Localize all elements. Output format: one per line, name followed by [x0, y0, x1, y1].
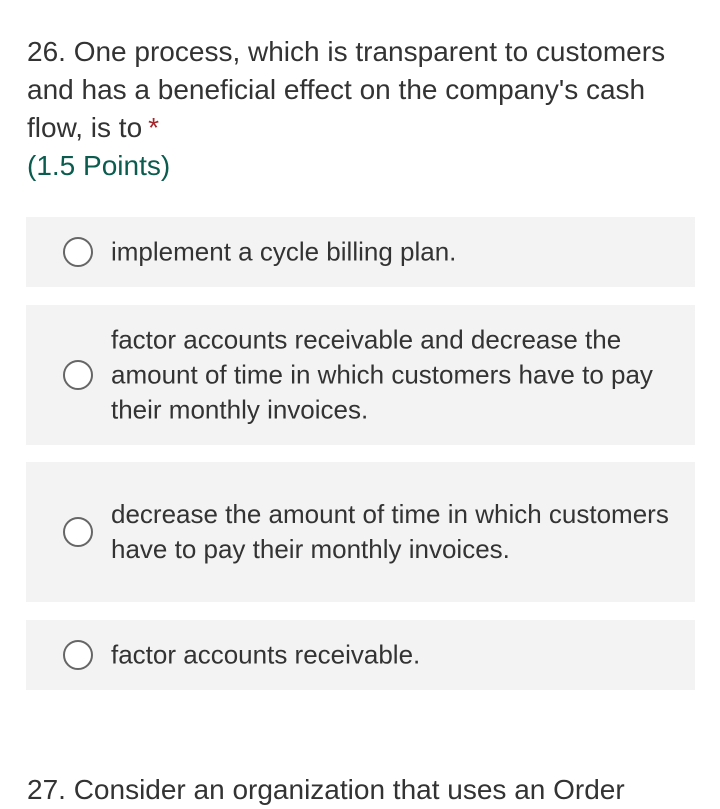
next-question-text-partial: 27. Consider an organization that uses an Order [27, 774, 625, 805]
answer-option-1[interactable] [26, 217, 695, 287]
required-asterisk: * [148, 112, 160, 143]
radio-button-icon[interactable] [63, 517, 93, 547]
answer-option-label: factor accounts receivable. [111, 639, 421, 670]
answer-option-3[interactable] [26, 462, 695, 602]
question-text-block [27, 33, 667, 185]
radio-button-icon[interactable] [63, 640, 93, 670]
answer-option-2[interactable] [26, 305, 695, 445]
answer-option-4[interactable] [26, 620, 695, 690]
radio-button-icon[interactable] [63, 237, 93, 267]
answer-option-label: decrease the amount of time in which customers have to pay their monthly invoices. [111, 499, 669, 564]
radio-button-icon[interactable] [63, 360, 93, 390]
answer-option-label: implement a cycle billing plan. [111, 236, 457, 267]
answer-option-label: factor accounts receivable and decrease the amount of time in which customers have to pay their monthly invoices. [111, 324, 653, 425]
question-text: 26. One process, which is transparent to customers and has a beneficial effect on the company's cash flow, is to [27, 36, 666, 143]
question-points: (1.5 Points) [27, 150, 171, 181]
